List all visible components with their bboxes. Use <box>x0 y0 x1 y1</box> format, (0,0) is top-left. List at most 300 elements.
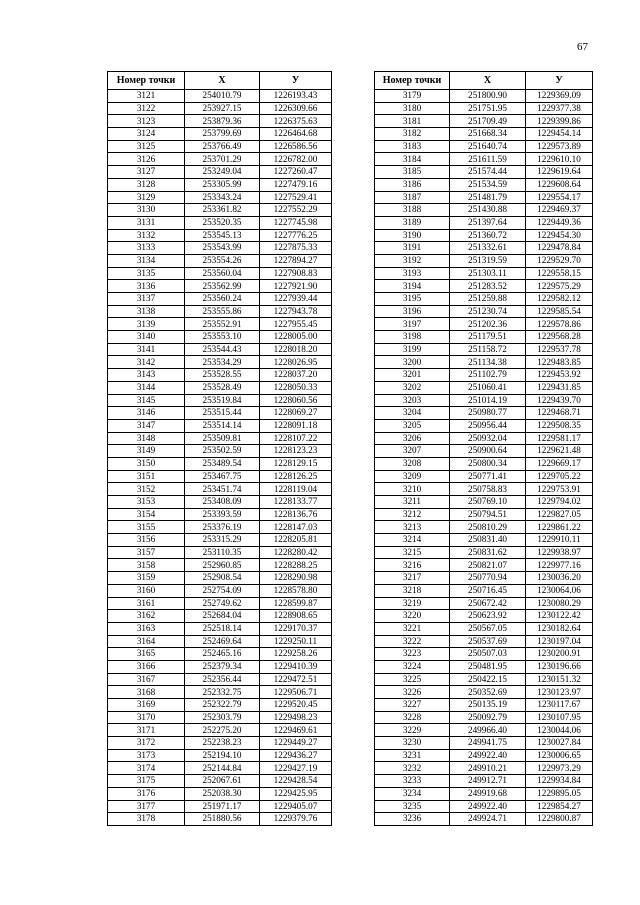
point-number-cell: 3128 <box>108 178 185 191</box>
table-row <box>375 648 593 661</box>
table-row <box>375 508 593 521</box>
point-number-cell: 3195 <box>375 293 450 306</box>
y-coordinate-cell: 1229581.17 <box>526 432 593 445</box>
y-coordinate-cell: 1229508.35 <box>526 419 593 432</box>
point-number-cell: 3134 <box>108 254 185 267</box>
point-number-cell: 3218 <box>375 584 450 597</box>
point-number-cell: 3122 <box>108 102 185 115</box>
point-number-cell: 3182 <box>375 128 450 141</box>
table-row <box>108 584 332 597</box>
x-coordinate-cell: 250422.15 <box>450 673 526 686</box>
table-row <box>108 622 332 635</box>
y-coordinate-cell: 1230197.04 <box>526 635 593 648</box>
point-number-cell: 3228 <box>375 711 450 724</box>
table-row <box>375 597 593 610</box>
y-coordinate-cell: 1229753.91 <box>526 483 593 496</box>
y-coordinate-cell: 1229934.84 <box>526 775 593 788</box>
y-coordinate-cell: 1228280.42 <box>260 546 332 559</box>
point-number-cell: 3171 <box>108 724 185 737</box>
point-number-cell: 3224 <box>375 660 450 673</box>
table-row <box>375 660 593 673</box>
y-coordinate-cell: 1228005.00 <box>260 331 332 344</box>
y-coordinate-cell: 1228136.76 <box>260 508 332 521</box>
x-coordinate-cell: 252332.75 <box>185 686 260 699</box>
point-number-cell: 3177 <box>108 800 185 813</box>
point-number-cell: 3129 <box>108 191 185 204</box>
x-coordinate-cell: 251259.88 <box>450 293 526 306</box>
x-coordinate-cell: 251332.61 <box>450 242 526 255</box>
table-row <box>375 813 593 826</box>
y-coordinate-cell: 1229439.70 <box>526 394 593 407</box>
table-row <box>108 331 332 344</box>
x-coordinate-cell: 252908.54 <box>185 572 260 585</box>
y-coordinate-cell: 1228290.98 <box>260 572 332 585</box>
table-row <box>108 813 332 826</box>
table-row <box>108 254 332 267</box>
x-coordinate-cell: 251880.56 <box>185 813 260 826</box>
y-coordinate-cell: 1230107.95 <box>526 711 593 724</box>
x-coordinate-cell: 251430.88 <box>450 204 526 217</box>
y-coordinate-cell: 1229669.17 <box>526 457 593 470</box>
y-coordinate-cell: 1227745.98 <box>260 216 332 229</box>
x-coordinate-cell: 250135.19 <box>450 699 526 712</box>
x-coordinate-cell: 251230.74 <box>450 305 526 318</box>
table-row <box>108 356 332 369</box>
table-row <box>375 191 593 204</box>
y-coordinate-cell: 1230182.64 <box>526 622 593 635</box>
table-row <box>375 204 593 217</box>
point-number-cell: 3205 <box>375 419 450 432</box>
point-number-cell: 3197 <box>375 318 450 331</box>
x-coordinate-cell: 253555.86 <box>185 305 260 318</box>
y-coordinate-cell: 1226309.66 <box>260 102 332 115</box>
table-row <box>375 115 593 128</box>
point-number-cell: 3157 <box>108 546 185 559</box>
y-coordinate-cell: 1229506.71 <box>260 686 332 699</box>
point-number-cell: 3199 <box>375 343 450 356</box>
y-coordinate-cell: 1229861.22 <box>526 521 593 534</box>
x-coordinate-cell: 252238.23 <box>185 737 260 750</box>
point-number-cell: 3187 <box>375 191 450 204</box>
table-header-row <box>375 72 593 90</box>
table-row <box>375 229 593 242</box>
x-coordinate-cell: 250771.41 <box>450 470 526 483</box>
x-coordinate-cell: 252684.04 <box>185 610 260 623</box>
table-row <box>108 445 332 458</box>
point-number-cell: 3127 <box>108 166 185 179</box>
y-coordinate-cell: 1227875.33 <box>260 242 332 255</box>
x-coordinate-cell: 250769.10 <box>450 496 526 509</box>
table-row <box>375 356 593 369</box>
point-number-cell: 3141 <box>108 343 185 356</box>
table-row <box>108 610 332 623</box>
table-row <box>108 204 332 217</box>
point-number-cell: 3194 <box>375 280 450 293</box>
x-coordinate-cell: 251319.59 <box>450 254 526 267</box>
point-number-cell: 3124 <box>108 128 185 141</box>
y-coordinate-cell: 1228908.65 <box>260 610 332 623</box>
table-row <box>108 648 332 661</box>
y-coordinate-cell: 1229558.15 <box>526 267 593 280</box>
table-row <box>375 343 593 356</box>
table-row <box>375 686 593 699</box>
y-coordinate-cell: 1229379.76 <box>260 813 332 826</box>
point-number-cell: 3220 <box>375 610 450 623</box>
y-coordinate-cell: 1229431.85 <box>526 381 593 394</box>
x-coordinate-cell: 253451.74 <box>185 483 260 496</box>
y-coordinate-cell: 1227776.25 <box>260 229 332 242</box>
table-row <box>108 305 332 318</box>
y-coordinate-cell: 1228107.22 <box>260 432 332 445</box>
point-number-cell: 3166 <box>108 660 185 673</box>
y-coordinate-cell: 1229554.17 <box>526 191 593 204</box>
x-coordinate-cell: 251397.64 <box>450 216 526 229</box>
table-row <box>375 153 593 166</box>
x-coordinate-cell: 253553.10 <box>185 331 260 344</box>
x-coordinate-cell: 249912.71 <box>450 775 526 788</box>
point-number-cell: 3192 <box>375 254 450 267</box>
table-row <box>375 559 593 572</box>
y-coordinate-cell: 1228288.25 <box>260 559 332 572</box>
x-coordinate-cell: 249910.21 <box>450 762 526 775</box>
x-coordinate-cell: 249941.75 <box>450 737 526 750</box>
x-coordinate-cell: 250831.62 <box>450 546 526 559</box>
table-row <box>375 394 593 407</box>
point-number-cell: 3227 <box>375 699 450 712</box>
point-number-cell: 3162 <box>108 610 185 623</box>
y-coordinate-cell: 1229250.11 <box>260 635 332 648</box>
y-coordinate-cell: 1227921.90 <box>260 280 332 293</box>
y-coordinate-cell: 1229910.11 <box>526 534 593 547</box>
point-number-cell: 3223 <box>375 648 450 661</box>
point-number-cell: 3156 <box>108 534 185 547</box>
y-coordinate-cell: 1228133.77 <box>260 496 332 509</box>
y-coordinate-cell: 1228126.25 <box>260 470 332 483</box>
x-coordinate-cell: 253514.14 <box>185 419 260 432</box>
point-number-cell: 3149 <box>108 445 185 458</box>
x-coordinate-cell: 252465.16 <box>185 648 260 661</box>
header-y: У <box>526 72 593 90</box>
x-coordinate-cell: 251014.19 <box>450 394 526 407</box>
point-number-cell: 3198 <box>375 331 450 344</box>
y-coordinate-cell: 1229427.19 <box>260 762 332 775</box>
table-row <box>108 369 332 382</box>
point-number-cell: 3146 <box>108 407 185 420</box>
y-coordinate-cell: 1229472.51 <box>260 673 332 686</box>
y-coordinate-cell: 1226375.63 <box>260 115 332 128</box>
x-coordinate-cell: 251060.41 <box>450 381 526 394</box>
x-coordinate-cell: 252067.61 <box>185 775 260 788</box>
y-coordinate-cell: 1228069.27 <box>260 407 332 420</box>
table-row <box>108 800 332 813</box>
table-row <box>108 660 332 673</box>
table-row <box>108 229 332 242</box>
coordinates-table-left <box>107 71 332 826</box>
table-row <box>108 140 332 153</box>
table-row <box>108 572 332 585</box>
table-row <box>375 724 593 737</box>
point-number-cell: 3121 <box>108 90 185 103</box>
y-coordinate-cell: 1230036.20 <box>526 572 593 585</box>
table-row <box>375 369 593 382</box>
x-coordinate-cell: 253376.19 <box>185 521 260 534</box>
point-number-cell: 3235 <box>375 800 450 813</box>
x-coordinate-cell: 253560.24 <box>185 293 260 306</box>
x-coordinate-cell: 253489.54 <box>185 457 260 470</box>
y-coordinate-cell: 1228119.04 <box>260 483 332 496</box>
y-coordinate-cell: 1229585.54 <box>526 305 593 318</box>
point-number-cell: 3189 <box>375 216 450 229</box>
table-row <box>375 546 593 559</box>
table-row <box>375 521 593 534</box>
x-coordinate-cell: 253560.04 <box>185 267 260 280</box>
x-coordinate-cell: 250770.94 <box>450 572 526 585</box>
table-row <box>108 673 332 686</box>
table-row <box>108 381 332 394</box>
point-number-cell: 3233 <box>375 775 450 788</box>
coordinates-table-right <box>374 71 593 826</box>
table-row <box>375 90 593 103</box>
table-row <box>108 508 332 521</box>
table-row <box>375 305 593 318</box>
table-row <box>375 572 593 585</box>
y-coordinate-cell: 1229478.84 <box>526 242 593 255</box>
table-row <box>375 419 593 432</box>
point-number-cell: 3153 <box>108 496 185 509</box>
point-number-cell: 3201 <box>375 369 450 382</box>
y-coordinate-cell: 1229973.29 <box>526 762 593 775</box>
y-coordinate-cell: 1229369.09 <box>526 90 593 103</box>
table-row <box>375 534 593 547</box>
y-coordinate-cell: 1230117.67 <box>526 699 593 712</box>
y-coordinate-cell: 1227908.83 <box>260 267 332 280</box>
y-coordinate-cell: 1226464.68 <box>260 128 332 141</box>
table-row <box>108 242 332 255</box>
y-coordinate-cell: 1227894.27 <box>260 254 332 267</box>
x-coordinate-cell: 253249.04 <box>185 166 260 179</box>
point-number-cell: 3179 <box>375 90 450 103</box>
x-coordinate-cell: 250672.42 <box>450 597 526 610</box>
y-coordinate-cell: 1229854.27 <box>526 800 593 813</box>
y-coordinate-cell: 1229537.78 <box>526 343 593 356</box>
x-coordinate-cell: 253305.99 <box>185 178 260 191</box>
table-row <box>375 775 593 788</box>
point-number-cell: 3202 <box>375 381 450 394</box>
x-coordinate-cell: 250831.40 <box>450 534 526 547</box>
point-number-cell: 3180 <box>375 102 450 115</box>
y-coordinate-cell: 1229453.92 <box>526 369 593 382</box>
point-number-cell: 3137 <box>108 293 185 306</box>
x-coordinate-cell: 249919.68 <box>450 787 526 800</box>
table-row <box>375 749 593 762</box>
table-row <box>375 622 593 635</box>
point-number-cell: 3170 <box>108 711 185 724</box>
point-number-cell: 3175 <box>108 775 185 788</box>
y-coordinate-cell: 1229575.29 <box>526 280 593 293</box>
x-coordinate-cell: 251640.74 <box>450 140 526 153</box>
point-number-cell: 3206 <box>375 432 450 445</box>
table-row <box>375 254 593 267</box>
point-number-cell: 3230 <box>375 737 450 750</box>
table-row <box>108 293 332 306</box>
x-coordinate-cell: 253343.24 <box>185 191 260 204</box>
point-number-cell: 3214 <box>375 534 450 547</box>
x-coordinate-cell: 253515.44 <box>185 407 260 420</box>
x-coordinate-cell: 250537.69 <box>450 635 526 648</box>
x-coordinate-cell: 252379.34 <box>185 660 260 673</box>
point-number-cell: 3173 <box>108 749 185 762</box>
point-number-cell: 3130 <box>108 204 185 217</box>
point-number-cell: 3160 <box>108 584 185 597</box>
point-number-cell: 3188 <box>375 204 450 217</box>
table-row <box>108 496 332 509</box>
y-coordinate-cell: 1229468.71 <box>526 407 593 420</box>
y-coordinate-cell: 1227260.47 <box>260 166 332 179</box>
table-row <box>375 242 593 255</box>
header-x: X <box>185 72 260 90</box>
x-coordinate-cell: 252749.62 <box>185 597 260 610</box>
y-coordinate-cell: 1229454.30 <box>526 229 593 242</box>
table-row <box>375 457 593 470</box>
x-coordinate-cell: 251709.49 <box>450 115 526 128</box>
point-number-cell: 3164 <box>108 635 185 648</box>
point-number-cell: 3210 <box>375 483 450 496</box>
table-row <box>108 102 332 115</box>
point-number-cell: 3190 <box>375 229 450 242</box>
x-coordinate-cell: 251751.95 <box>450 102 526 115</box>
x-coordinate-cell: 253393.59 <box>185 508 260 521</box>
y-coordinate-cell: 1229582.12 <box>526 293 593 306</box>
x-coordinate-cell: 249922.40 <box>450 800 526 813</box>
x-coordinate-cell: 251481.79 <box>450 191 526 204</box>
point-number-cell: 3236 <box>375 813 450 826</box>
point-number-cell: 3215 <box>375 546 450 559</box>
y-coordinate-cell: 1227939.44 <box>260 293 332 306</box>
point-number-cell: 3147 <box>108 419 185 432</box>
x-coordinate-cell: 250794.51 <box>450 508 526 521</box>
x-coordinate-cell: 252960.85 <box>185 559 260 572</box>
table-row <box>108 775 332 788</box>
header-x: X <box>450 72 526 90</box>
x-coordinate-cell: 253528.55 <box>185 369 260 382</box>
x-coordinate-cell: 252038.30 <box>185 787 260 800</box>
x-coordinate-cell: 253502.59 <box>185 445 260 458</box>
point-number-cell: 3168 <box>108 686 185 699</box>
point-number-cell: 3211 <box>375 496 450 509</box>
y-coordinate-cell: 1229578.86 <box>526 318 593 331</box>
x-coordinate-cell: 254010.79 <box>185 90 260 103</box>
y-coordinate-cell: 1226782.00 <box>260 153 332 166</box>
point-number-cell: 3138 <box>108 305 185 318</box>
y-coordinate-cell: 1229705.22 <box>526 470 593 483</box>
table-row <box>375 216 593 229</box>
y-coordinate-cell: 1226193.43 <box>260 90 332 103</box>
point-number-cell: 3139 <box>108 318 185 331</box>
point-number-cell: 3140 <box>108 331 185 344</box>
y-coordinate-cell: 1229377.38 <box>526 102 593 115</box>
x-coordinate-cell: 251668.34 <box>450 128 526 141</box>
x-coordinate-cell: 253879.36 <box>185 115 260 128</box>
x-coordinate-cell: 250810.29 <box>450 521 526 534</box>
x-coordinate-cell: 250980.77 <box>450 407 526 420</box>
point-number-cell: 3136 <box>108 280 185 293</box>
table-row <box>108 178 332 191</box>
x-coordinate-cell: 251574.44 <box>450 166 526 179</box>
header-y: У <box>260 72 332 90</box>
x-coordinate-cell: 251611.59 <box>450 153 526 166</box>
point-number-cell: 3229 <box>375 724 450 737</box>
table-row <box>375 102 593 115</box>
y-coordinate-cell: 1229573.89 <box>526 140 593 153</box>
table-row <box>108 115 332 128</box>
y-coordinate-cell: 1229469.37 <box>526 204 593 217</box>
x-coordinate-cell: 253509.81 <box>185 432 260 445</box>
point-number-cell: 3221 <box>375 622 450 635</box>
table-row <box>108 762 332 775</box>
x-coordinate-cell: 250481.95 <box>450 660 526 673</box>
point-number-cell: 3148 <box>108 432 185 445</box>
table-row <box>108 280 332 293</box>
table-row <box>108 128 332 141</box>
x-coordinate-cell: 250716.45 <box>450 584 526 597</box>
y-coordinate-cell: 1230044.06 <box>526 724 593 737</box>
table-row <box>108 559 332 572</box>
table-row <box>108 521 332 534</box>
x-coordinate-cell: 252194.10 <box>185 749 260 762</box>
y-coordinate-cell: 1227479.16 <box>260 178 332 191</box>
x-coordinate-cell: 251134.38 <box>450 356 526 369</box>
table-row <box>108 407 332 420</box>
table-row <box>108 597 332 610</box>
y-coordinate-cell: 1229610.10 <box>526 153 593 166</box>
x-coordinate-cell: 250800.34 <box>450 457 526 470</box>
table-row <box>375 800 593 813</box>
y-coordinate-cell: 1227943.78 <box>260 305 332 318</box>
x-coordinate-cell: 253534.29 <box>185 356 260 369</box>
x-coordinate-cell: 253519.84 <box>185 394 260 407</box>
table-row <box>108 699 332 712</box>
x-coordinate-cell: 253467.75 <box>185 470 260 483</box>
point-number-cell: 3123 <box>108 115 185 128</box>
table-row <box>108 216 332 229</box>
x-coordinate-cell: 250623.92 <box>450 610 526 623</box>
y-coordinate-cell: 1229410.39 <box>260 660 332 673</box>
x-coordinate-cell: 252303.79 <box>185 711 260 724</box>
point-number-cell: 3203 <box>375 394 450 407</box>
x-coordinate-cell: 250352.69 <box>450 686 526 699</box>
y-coordinate-cell: 1228578.80 <box>260 584 332 597</box>
table-row <box>108 343 332 356</box>
point-number-cell: 3165 <box>108 648 185 661</box>
table-row <box>375 318 593 331</box>
table-row <box>375 762 593 775</box>
y-coordinate-cell: 1230151.32 <box>526 673 593 686</box>
x-coordinate-cell: 250567.05 <box>450 622 526 635</box>
point-number-cell: 3163 <box>108 622 185 635</box>
x-coordinate-cell: 251800.90 <box>450 90 526 103</box>
x-coordinate-cell: 253315.29 <box>185 534 260 547</box>
point-number-cell: 3145 <box>108 394 185 407</box>
x-coordinate-cell: 253701.29 <box>185 153 260 166</box>
table-row <box>108 90 332 103</box>
point-number-cell: 3208 <box>375 457 450 470</box>
y-coordinate-cell: 1229619.64 <box>526 166 593 179</box>
y-coordinate-cell: 1228091.18 <box>260 419 332 432</box>
table-row <box>108 737 332 750</box>
x-coordinate-cell: 251303.11 <box>450 267 526 280</box>
point-number-cell: 3152 <box>108 483 185 496</box>
point-number-cell: 3186 <box>375 178 450 191</box>
